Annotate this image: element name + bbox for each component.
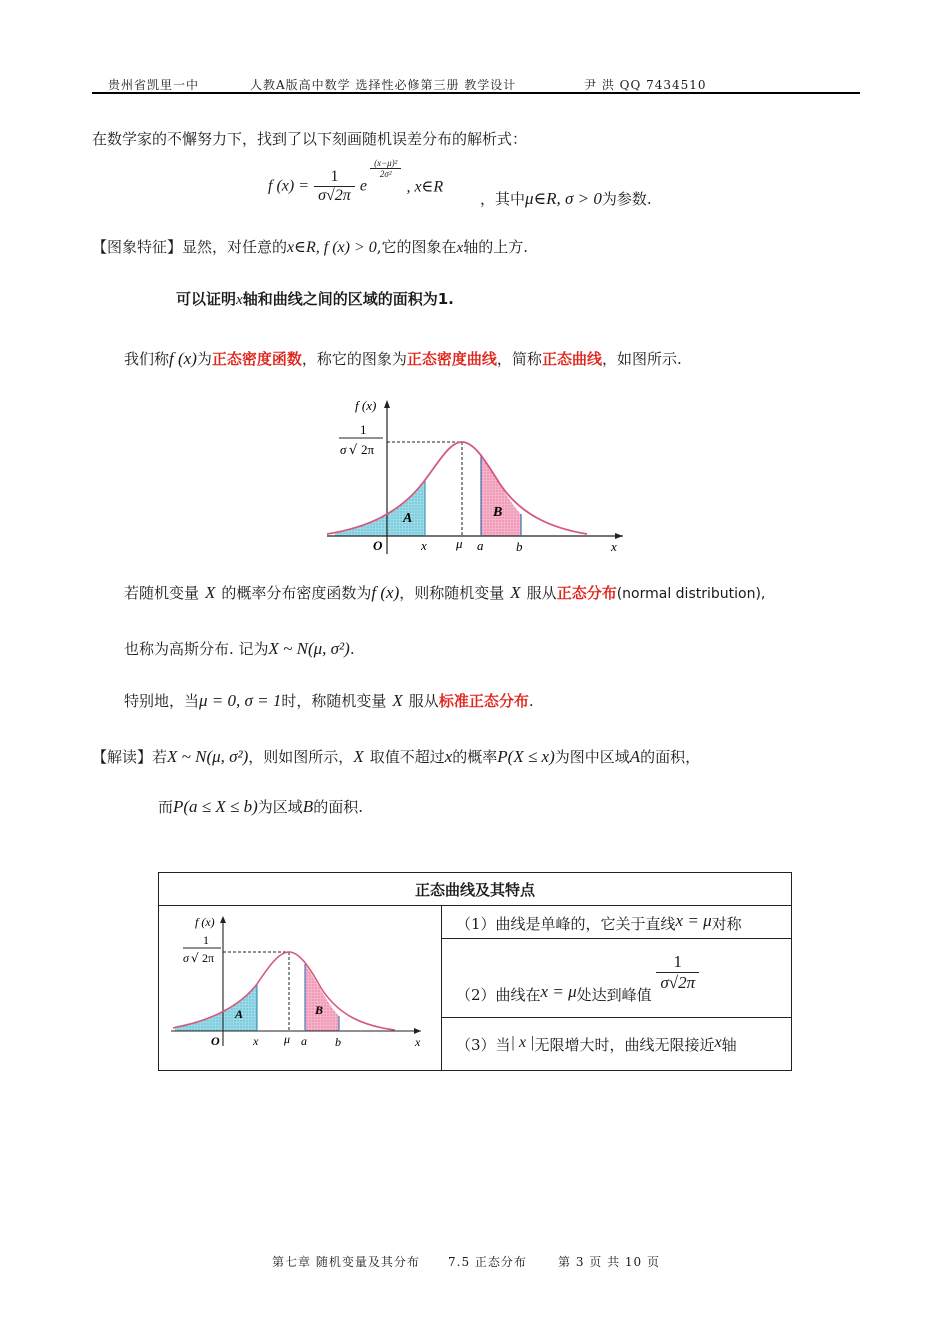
gauss-t2: . bbox=[349, 640, 355, 658]
interp2-m1: P(a ≤ X ≤ b) bbox=[173, 797, 258, 816]
header-rule bbox=[92, 92, 860, 94]
def-t2: 的概率分布密度函数为 bbox=[221, 584, 372, 602]
origin-label: O bbox=[373, 538, 383, 553]
tick-mu-label: μ bbox=[456, 536, 463, 551]
feat2-t1: （2）曲线在 bbox=[456, 985, 541, 1004]
interpret-line-2 bbox=[158, 796, 363, 817]
feature-m2: x bbox=[456, 240, 464, 256]
standard-line bbox=[124, 690, 534, 711]
formula-lhs: f (x) = bbox=[268, 177, 309, 195]
small-region-b-label: B bbox=[315, 1003, 324, 1017]
peak-num: 1 bbox=[360, 422, 367, 437]
interp2-t2: 为区域 bbox=[257, 798, 303, 816]
small-tick-b-label: b bbox=[335, 1035, 341, 1049]
x-axis-label: x bbox=[611, 539, 617, 554]
def-t4: 服从 bbox=[526, 584, 557, 602]
def-m1: X bbox=[205, 583, 216, 602]
tick-x-label: x bbox=[421, 538, 427, 553]
feat2-fraction bbox=[656, 952, 699, 993]
small-tick-x-label: x bbox=[253, 1034, 259, 1048]
std-m2: X bbox=[392, 691, 403, 710]
table-feature-1 bbox=[442, 906, 792, 939]
footer-page: 第 3 页 共 10 页 bbox=[558, 1255, 660, 1269]
def-m3: X bbox=[510, 583, 521, 602]
def-t5: (normal distribution), bbox=[616, 586, 766, 602]
gauss-line bbox=[124, 638, 355, 659]
small-curve-figure bbox=[159, 906, 439, 1064]
table-figure-cell bbox=[159, 906, 442, 1071]
small-peak-den-rad: 2π bbox=[202, 951, 215, 965]
region-a bbox=[335, 480, 425, 536]
proof-t2: 轴和曲线之间的区域的面积为 bbox=[242, 290, 438, 308]
small-region-a bbox=[175, 984, 257, 1031]
naming-r1: 正态密度函数 bbox=[211, 350, 302, 368]
y-axis-arrow bbox=[384, 400, 390, 408]
region-b bbox=[481, 454, 521, 536]
std-t1: 特别地，当 bbox=[124, 692, 200, 710]
feature-t2: ,它的图象在 bbox=[376, 238, 457, 256]
interp2-t1: 而 bbox=[158, 798, 174, 816]
header-school: 贵州省凯里一中 bbox=[108, 78, 200, 92]
table-row bbox=[159, 906, 792, 939]
feat2-t2: 处达到峰值 bbox=[576, 985, 652, 1004]
small-peak-den-sigma: σ bbox=[183, 951, 189, 965]
formula-sigma: σ bbox=[318, 187, 326, 204]
feat3-t1: （3）当 bbox=[456, 1035, 511, 1054]
interp-bracket: 【解读】 bbox=[92, 748, 153, 766]
header-author: 尹 洪 QQ 7434510 bbox=[584, 78, 707, 92]
feat2-num: 1 bbox=[656, 952, 699, 973]
small-y-axis-arrow bbox=[220, 916, 226, 923]
naming-r2: 正态密度曲线 bbox=[406, 350, 497, 368]
tick-a-label: a bbox=[477, 538, 484, 553]
small-tick-a-label: a bbox=[301, 1034, 307, 1048]
where-suffix: 为参数. bbox=[601, 190, 652, 208]
naming-line bbox=[124, 348, 682, 369]
proof-m1: x bbox=[236, 292, 243, 308]
def-t3: ，则称随机变量 bbox=[399, 584, 505, 602]
definition-line bbox=[124, 582, 765, 603]
formula-domain: , x∈R bbox=[406, 178, 444, 196]
feat2-sigma: σ bbox=[660, 972, 669, 992]
feature-t1: 显然，对任意的 bbox=[182, 238, 288, 256]
interp-t3: 取值不超过 bbox=[369, 748, 445, 766]
feat2-m: x = μ bbox=[540, 981, 577, 1001]
peak-den-sigma: σ bbox=[340, 442, 347, 457]
summary-table bbox=[158, 872, 792, 1071]
proof-t1: 可以证明 bbox=[176, 290, 237, 308]
std-t4: . bbox=[528, 692, 534, 710]
naming-r3: 正态曲线 bbox=[541, 350, 602, 368]
naming-t3: ，称它的图象为 bbox=[301, 350, 407, 368]
formula-exp-num: (x−μ)² bbox=[370, 158, 401, 169]
feature-m1: x∈R, f (x) > 0 bbox=[287, 239, 377, 256]
formula-exp-den: 2σ² bbox=[379, 169, 392, 179]
small-region-b bbox=[305, 964, 339, 1031]
feature-t3: 轴的上方. bbox=[463, 238, 528, 256]
peak-sqrt-sign: √ bbox=[349, 443, 358, 458]
feat3-t2: 无限增大时，曲线无限接近 bbox=[534, 1035, 715, 1054]
naming-t2: 为 bbox=[196, 350, 212, 368]
naming-t4: ，简称 bbox=[496, 350, 542, 368]
footer-section: 7.5 正态分布 bbox=[448, 1255, 527, 1269]
table-feature-3 bbox=[442, 1018, 792, 1071]
interp-t5: 为图中区域 bbox=[554, 748, 630, 766]
tick-b-label: b bbox=[516, 539, 523, 554]
region-a-label: A bbox=[403, 511, 413, 526]
interpret-line-1 bbox=[92, 746, 700, 767]
interp-m2: X bbox=[353, 747, 364, 766]
std-t2: 时，称随机变量 bbox=[281, 692, 387, 710]
formula-numerator: 1 bbox=[314, 168, 355, 187]
interp-m4: P(X ≤ x) bbox=[497, 747, 555, 766]
formula-radicand: 2π bbox=[334, 187, 351, 204]
sqrt-sign: √ bbox=[325, 187, 335, 204]
def-t1: 若随机变量 bbox=[124, 584, 200, 602]
naming-m1: f (x) bbox=[169, 349, 197, 368]
interp-t1: 若 bbox=[152, 748, 168, 766]
feature-bracket: 【图象特征】 bbox=[92, 238, 183, 256]
peak-den-rad: 2π bbox=[361, 442, 375, 457]
small-peak-sqrt-sign: √ bbox=[191, 951, 199, 965]
std-t3: 服从 bbox=[408, 692, 439, 710]
small-peak-num: 1 bbox=[203, 933, 209, 947]
interp-m3: x bbox=[444, 747, 453, 766]
feat2-den bbox=[656, 973, 699, 993]
proof-t3: 1. bbox=[437, 290, 454, 308]
def-m2: f (x) bbox=[371, 583, 400, 602]
formula-fraction bbox=[314, 168, 355, 205]
feat3-m2: x bbox=[714, 1033, 722, 1051]
interp-t2: ，则如图所示， bbox=[248, 748, 354, 766]
interp-m1: X ~ N(μ, σ²) bbox=[167, 747, 249, 766]
def-r1: 正态分布 bbox=[556, 584, 617, 602]
interp-t6: 的面积， bbox=[640, 748, 701, 766]
naming-t5: ，如图所示. bbox=[601, 350, 682, 368]
proof-line bbox=[176, 288, 454, 309]
interp-t4: 的概率 bbox=[452, 748, 498, 766]
std-r1: 标准正态分布 bbox=[438, 692, 529, 710]
interp2-t3: 的面积. bbox=[313, 798, 363, 816]
feat3-m: | x | bbox=[510, 1033, 535, 1051]
formula-denominator bbox=[314, 187, 355, 205]
interp2-m2: B bbox=[302, 797, 314, 816]
gauss-t1: 也称为高斯分布. 记为 bbox=[124, 640, 269, 658]
feat2-radicand: 2π bbox=[678, 972, 696, 992]
small-region-a-label: A bbox=[235, 1007, 244, 1021]
small-tick-mu-label: μ bbox=[284, 1032, 291, 1046]
small-origin-label: O bbox=[211, 1034, 220, 1048]
formula-where bbox=[480, 188, 652, 209]
where-prefix: ，其中 bbox=[480, 190, 526, 208]
formula-e: e bbox=[359, 177, 367, 195]
formula-exponent bbox=[370, 158, 401, 179]
normal-curve-figure bbox=[325, 394, 630, 556]
small-x-axis-label: x bbox=[415, 1035, 421, 1049]
where-math: μ∈R, σ > 0 bbox=[525, 189, 602, 208]
intro-text: 在数学家的不懈努力下，找到了以下刻画随机误差分布的解析式： bbox=[92, 130, 528, 148]
small-x-axis-arrow bbox=[414, 1028, 421, 1034]
interp-m5: A bbox=[629, 747, 641, 766]
std-m1: μ = 0, σ = 1 bbox=[199, 691, 282, 710]
region-b-label: B bbox=[493, 505, 503, 520]
table-feature-2 bbox=[442, 939, 792, 1018]
feat1-t1: （1）曲线是单峰的，它关于直线 bbox=[456, 914, 676, 933]
feat1-t2: 对称 bbox=[711, 914, 742, 933]
feat2-sqrt-sign: √ bbox=[668, 972, 679, 992]
y-axis-label: f (x) bbox=[355, 398, 377, 413]
feat3-t3: 轴 bbox=[721, 1035, 737, 1054]
table-title-row bbox=[159, 873, 792, 906]
header-book: 人教A版高中数学 选择性必修第三册 教学设计 bbox=[250, 78, 517, 92]
naming-t1: 我们称 bbox=[124, 350, 170, 368]
table-title: 正态曲线及其特点 bbox=[159, 873, 792, 906]
gauss-m1: X ~ N(μ, σ²) bbox=[268, 639, 350, 658]
density-formula bbox=[268, 158, 443, 205]
footer-chapter: 第七章 随机变量及其分布 bbox=[272, 1255, 420, 1269]
feat1-m: x = μ bbox=[675, 910, 712, 930]
small-y-axis-label: f (x) bbox=[195, 915, 215, 929]
feature-line bbox=[92, 236, 528, 257]
